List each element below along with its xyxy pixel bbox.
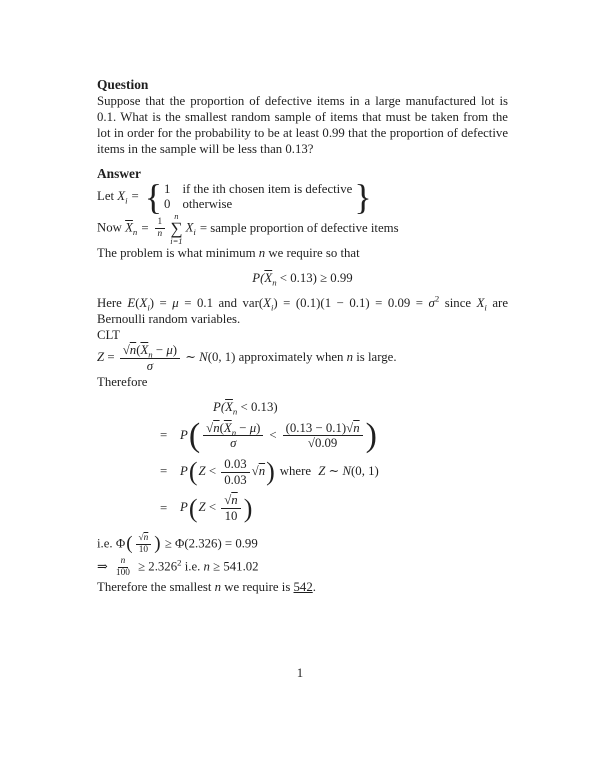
sqrt-icon: √	[346, 420, 354, 435]
clt-z-equation	[97, 343, 508, 373]
definition-cases-line	[97, 177, 508, 217]
var-Z: Z	[318, 464, 326, 479]
therefore-label: Therefore	[97, 374, 148, 389]
text: ) =	[149, 296, 173, 311]
subscript-i: i	[270, 302, 274, 313]
radicand-n: n	[258, 464, 266, 479]
question-body: Suppose that the proportion of defective items in a large manufactured lot is 0.1. What is the smallest random sample of items that must be taken from the lot in order for the probability to be at least 0.99 that the proportion of defective items in the sample will be less than 0.13?	[97, 94, 508, 156]
z-fraction	[120, 343, 180, 373]
fraction-denominator: σ	[146, 358, 154, 373]
derivation-row-4	[160, 493, 508, 523]
inequality-rest: < 0.13) ≥ 0.99	[276, 271, 353, 286]
normal-args: (0, 1)	[351, 464, 379, 479]
normal-N: N	[342, 464, 352, 479]
final-answer-value: 542	[293, 580, 313, 595]
var-P: P	[180, 464, 188, 479]
fraction-numerator: 0.03	[221, 457, 249, 473]
case1-text: if the ith chosen item is defective	[182, 182, 353, 196]
clt-label: CLT	[97, 328, 120, 343]
equals-sign: =	[131, 188, 139, 203]
fraction-numerator	[120, 343, 180, 359]
fraction-numerator	[221, 493, 240, 509]
implication-line	[97, 556, 508, 579]
one-over-n-fraction	[155, 217, 166, 240]
sqrt-icon: √	[138, 532, 144, 543]
phi-symbol: Φ	[115, 536, 126, 551]
distributed-as: ∼	[182, 350, 200, 365]
fraction-denominator: n	[157, 229, 163, 240]
big-paren-close: )	[266, 457, 275, 487]
phi-inequality-line	[97, 533, 508, 556]
sqrt-icon: √	[307, 436, 315, 451]
radicand-n: n	[129, 343, 137, 358]
fraction-denominator: 10	[224, 509, 238, 524]
text: Here	[97, 296, 128, 311]
moments-paragraph	[97, 295, 508, 327]
paren: (	[135, 296, 140, 311]
xbar-var: $\overline{X}$	[223, 420, 232, 435]
equals-sign: =	[141, 220, 149, 235]
var-Z: Z	[198, 464, 206, 479]
big-paren-close: )	[365, 416, 377, 454]
sigma-sum-icon: ∑	[170, 218, 183, 238]
derivation-block	[160, 399, 508, 524]
less-than-sign: <	[269, 427, 277, 442]
fraction-denominator: 0.03	[224, 472, 247, 487]
radicand-n: n	[143, 532, 149, 543]
radicand-n: n	[231, 493, 238, 508]
xbar-var: $\overline{X}$	[264, 271, 273, 286]
period: .	[312, 580, 316, 595]
less-than-sign: <	[205, 464, 220, 479]
var-n: n	[258, 246, 266, 261]
equals-sign: =	[104, 350, 118, 365]
derivation-row-3	[160, 457, 508, 487]
big-paren-open: (	[188, 457, 198, 487]
question-heading: Question	[97, 77, 149, 92]
var-X: X	[117, 188, 126, 203]
var-P: P	[180, 427, 188, 442]
sample-proportion-text: = sample proportion of defective items	[199, 220, 399, 235]
var-Z: Z	[198, 500, 206, 515]
var-n: n	[346, 350, 354, 365]
fraction-numerator	[283, 421, 363, 437]
paren-open: (	[126, 533, 133, 555]
var-X: X	[263, 296, 271, 311]
var-mu: μ	[172, 296, 179, 311]
answer-heading: Answer	[97, 166, 141, 181]
xbar-var: $\overline{X}$	[125, 220, 133, 235]
var-mu: μ	[249, 420, 257, 435]
ie-text: i.e.	[181, 559, 204, 574]
fraction-numerator: 1	[155, 217, 166, 229]
var-Z: Z	[97, 350, 105, 365]
close-brace: }	[354, 177, 372, 217]
sqrt-n-over-10-fraction	[221, 493, 240, 523]
sum-upper-limit: n	[174, 211, 179, 221]
bound-value-text: ≥ 541.02	[209, 559, 259, 574]
equals-sign: =	[160, 500, 168, 515]
paren: )	[172, 343, 178, 358]
equals-sign: =	[160, 427, 168, 442]
where-text: where	[279, 464, 315, 479]
ie-text: i.e.	[97, 536, 116, 551]
equals-sign: =	[160, 464, 168, 479]
big-paren-close: )	[243, 493, 253, 523]
superscript-2: 2	[434, 293, 440, 304]
paren: (	[136, 343, 141, 358]
now-text: Now	[97, 220, 126, 235]
case2-text: otherwise	[182, 197, 233, 211]
page-number: 1	[296, 666, 304, 680]
distributed-as: ∼	[325, 464, 343, 479]
page-content	[97, 77, 508, 595]
minus-sign: −	[236, 420, 250, 435]
paren: )	[256, 420, 261, 435]
bound-fraction	[283, 421, 363, 451]
xbar-subscript: n	[232, 406, 238, 417]
normal-N: N	[199, 350, 208, 365]
fraction-numerator	[136, 533, 152, 545]
radicand-n: n	[213, 420, 220, 435]
probability-requirement-equation	[97, 270, 508, 286]
text: (0, 1) approximately when	[207, 350, 347, 365]
paren: (	[219, 420, 224, 435]
var-X-subscript: i	[125, 195, 128, 206]
case1-value: 1	[164, 182, 171, 196]
xbar-subscript: n	[231, 427, 237, 438]
sqrt-icon: √	[122, 343, 130, 358]
problem-statement-line	[97, 245, 508, 261]
var-n: n	[214, 580, 222, 595]
conclusion-text-mid: we require is	[221, 580, 294, 595]
sum-lower-limit: i=1	[170, 235, 183, 246]
implies-arrow-icon: ⇒	[97, 559, 111, 574]
sqrt-n-over-10-fraction	[136, 533, 152, 556]
let-text: Let	[97, 188, 118, 203]
var-n: n	[203, 559, 210, 574]
minus-sign: −	[152, 343, 167, 358]
var-X: X	[139, 296, 148, 311]
fraction-numerator	[203, 421, 263, 437]
cases-grid	[164, 182, 352, 212]
var-mu: μ	[166, 343, 173, 358]
big-paren-open: (	[188, 416, 201, 454]
open-brace: {	[144, 177, 163, 217]
superscript-2: 2	[177, 557, 182, 568]
less-than-sign: <	[205, 500, 220, 515]
sqrt-icon: √	[206, 420, 214, 435]
phi-value-text: ≥ Φ(2.326) = 0.99	[161, 536, 258, 551]
subscript-i: i	[147, 302, 150, 313]
n-over-100-fraction	[113, 556, 133, 579]
xbar-var: $\overline{X}$	[225, 399, 233, 414]
xbar-var: $\overline{X}$	[140, 343, 149, 358]
term-X-subscript: i	[193, 227, 196, 238]
text: is large.	[353, 350, 397, 365]
case2-value: 0	[164, 197, 171, 211]
radicand-value: 0.09	[314, 436, 338, 451]
conclusion-line	[97, 579, 508, 595]
fraction-denominator	[305, 436, 340, 451]
paren-close: )	[154, 533, 161, 555]
bound-text: ≥ 2.326	[134, 559, 178, 574]
text: since	[439, 296, 477, 311]
sqrt-icon: √	[251, 464, 259, 479]
fraction-denominator: 100	[115, 568, 130, 579]
term-X: X	[185, 220, 194, 235]
text: = 0.1 and var(	[178, 296, 264, 311]
var-P: P	[180, 500, 188, 515]
var-sigma: σ	[428, 296, 435, 311]
numeric-factor: (0.13 − 0.1)	[285, 420, 347, 435]
P-open: P(	[252, 271, 265, 286]
conclusion-text-pre: Therefore the smallest	[97, 580, 215, 595]
xbar-subscript: n	[132, 227, 138, 238]
inequality-rest: < 0.13)	[237, 399, 278, 414]
var-E: E	[127, 296, 136, 311]
subscript-i: i	[484, 302, 487, 313]
text: ) = (0.1)(1 − 0.1) = 0.09 =	[273, 296, 429, 311]
problem-text-post: we require so that	[265, 246, 360, 261]
ratio-fraction	[221, 457, 249, 487]
fraction-numerator: n	[118, 556, 129, 568]
summation	[170, 212, 182, 245]
derivation-row-1	[160, 399, 508, 415]
sample-mean-line	[97, 212, 508, 245]
z-fraction	[203, 421, 263, 451]
fraction-denominator: σ	[230, 436, 237, 451]
P-open: P(	[213, 399, 226, 414]
xbar-subscript: n	[148, 349, 153, 360]
problem-text-pre: The problem is what minimum	[97, 246, 259, 261]
fraction-denominator: 10	[138, 544, 149, 555]
xbar-subscript: n	[272, 277, 277, 288]
sqrt-icon: √	[224, 493, 232, 508]
derivation-row-2	[160, 416, 508, 454]
var-X: X	[476, 296, 485, 311]
big-paren-open: (	[188, 493, 198, 523]
text: are Bernoulli random variables.	[97, 296, 509, 327]
radicand-n: n	[353, 420, 360, 435]
